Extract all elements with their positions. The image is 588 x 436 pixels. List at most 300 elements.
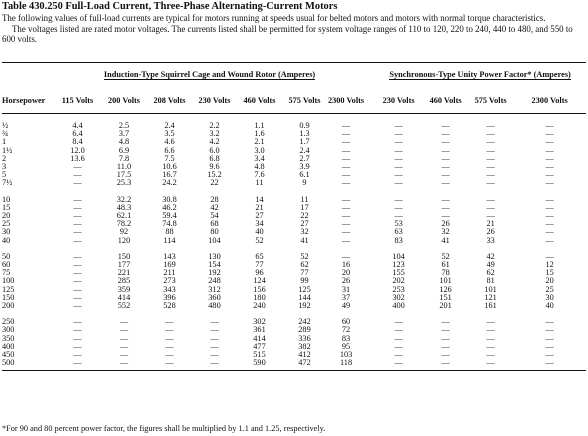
current-cell: — bbox=[73, 292, 82, 302]
current-cell: 83 bbox=[394, 235, 403, 245]
current-cell: 123 bbox=[392, 260, 405, 270]
current-cell: — bbox=[394, 121, 403, 130]
current-cell: 95 bbox=[341, 341, 351, 351]
current-cell: — bbox=[486, 178, 495, 188]
current-cell: 121 bbox=[484, 292, 497, 302]
current-cell: — bbox=[441, 121, 450, 130]
current-cell: 221 bbox=[117, 268, 131, 278]
current-cell: — bbox=[486, 211, 495, 221]
current-cell: — bbox=[441, 129, 450, 139]
current-cell: — bbox=[486, 341, 495, 351]
current-cell: 414 bbox=[117, 292, 131, 302]
current-cell: — bbox=[394, 194, 403, 204]
current-cell: 42 bbox=[486, 251, 495, 261]
current-cell: 6.1 bbox=[299, 170, 310, 180]
current-cell: 155 bbox=[392, 268, 405, 278]
current-cell: 150 bbox=[117, 251, 131, 261]
current-cell: 414 bbox=[253, 333, 266, 343]
current-cell: — bbox=[486, 358, 495, 368]
current-cell: 59.4 bbox=[162, 211, 177, 221]
current-cell: — bbox=[73, 317, 82, 327]
current-cell: — bbox=[441, 137, 450, 147]
column-header: Horsepower bbox=[2, 95, 46, 105]
current-cell: 9 bbox=[302, 178, 307, 188]
column-spacer bbox=[365, 155, 374, 163]
current-cell: 101 bbox=[484, 284, 497, 294]
current-cell: 143 bbox=[163, 251, 176, 261]
current-cell: 32 bbox=[300, 227, 309, 237]
current-cell: — bbox=[486, 145, 495, 155]
current-cell: — bbox=[394, 202, 403, 212]
column-spacer bbox=[365, 163, 374, 171]
current-cell: — bbox=[394, 178, 403, 188]
current-cell: 472 bbox=[298, 358, 311, 368]
current-cell: 359 bbox=[117, 284, 131, 294]
current-cell: — bbox=[486, 333, 495, 343]
current-cell: 27 bbox=[300, 219, 309, 229]
current-cell: — bbox=[394, 350, 403, 360]
current-cell: 4.2 bbox=[209, 137, 220, 147]
current-cell: — bbox=[341, 211, 351, 221]
current-cell: — bbox=[73, 170, 82, 180]
current-cell: 302 bbox=[392, 292, 405, 302]
current-cell: 52 bbox=[255, 235, 264, 245]
current-cell: 74.8 bbox=[162, 219, 177, 229]
table-row bbox=[2, 335, 586, 343]
current-cell: — bbox=[545, 227, 554, 237]
current-cell: 27 bbox=[255, 211, 264, 221]
column-spacer bbox=[365, 351, 374, 359]
current-cell: 2.2 bbox=[209, 121, 220, 130]
horsepower-cell: 450 bbox=[2, 350, 15, 360]
table-row bbox=[2, 253, 586, 261]
column-spacer bbox=[365, 228, 374, 236]
intro-paragraph-2: The voltages listed are rated motor voltages. The currents listed shall be permitted for system voltage ranges of 110 to 120, 220 to 240, 440 to 480, and 550 to 600 volts. bbox=[2, 23, 573, 45]
current-cell: — bbox=[73, 341, 82, 351]
horsepower-cell: 75 bbox=[2, 268, 11, 278]
current-cell: — bbox=[341, 178, 351, 188]
horsepower-cell: 350 bbox=[2, 333, 15, 343]
current-cell: — bbox=[486, 325, 495, 335]
current-cell: — bbox=[165, 333, 174, 343]
column-header: 460 Volts bbox=[243, 95, 276, 105]
horsepower-cell: 30 bbox=[2, 227, 11, 237]
horsepower-cell: 50 bbox=[2, 251, 11, 261]
induction-group-header: Induction-Type Squirrel Cage and Wound Rotor (Amperes) bbox=[103, 70, 316, 79]
current-cell: 12 bbox=[545, 260, 554, 270]
current-cell: — bbox=[341, 153, 351, 163]
current-cell: 20 bbox=[341, 268, 351, 278]
current-cell: 15.2 bbox=[207, 170, 222, 180]
horsepower-cell: 1½ bbox=[2, 145, 13, 155]
horsepower-cell: 25 bbox=[2, 219, 11, 229]
current-cell: 63 bbox=[394, 227, 403, 237]
current-cell: — bbox=[394, 145, 403, 155]
current-cell: — bbox=[545, 211, 554, 221]
current-cell: — bbox=[119, 317, 129, 327]
current-cell: 77 bbox=[255, 260, 264, 270]
current-cell: 16 bbox=[341, 260, 351, 270]
current-cell: 49 bbox=[486, 260, 495, 270]
horsepower-cell: 125 bbox=[2, 284, 15, 294]
current-cell: — bbox=[73, 251, 82, 261]
column-spacer bbox=[365, 204, 374, 212]
column-header: 200 Volts bbox=[107, 95, 141, 105]
current-cell: 11 bbox=[255, 178, 264, 188]
current-cell: — bbox=[119, 325, 129, 335]
current-cell: — bbox=[441, 211, 450, 221]
current-cell: 14 bbox=[255, 194, 264, 204]
column-spacer bbox=[365, 261, 374, 269]
current-cell: 83 bbox=[341, 333, 351, 343]
current-cell: 361 bbox=[253, 325, 266, 335]
current-cell: — bbox=[394, 341, 403, 351]
current-cell: — bbox=[486, 129, 495, 139]
current-cell: — bbox=[441, 145, 450, 155]
current-cell: 52 bbox=[300, 251, 309, 261]
current-cell: 48.3 bbox=[116, 202, 132, 212]
group-spacer bbox=[2, 188, 586, 196]
current-cell: — bbox=[545, 178, 554, 188]
current-cell: — bbox=[341, 121, 351, 130]
current-cell: — bbox=[341, 235, 351, 245]
current-cell: — bbox=[545, 202, 554, 212]
current-cell: 177 bbox=[117, 260, 131, 270]
column-spacer bbox=[365, 343, 374, 351]
current-cell: 78.2 bbox=[116, 219, 132, 229]
column-spacer bbox=[365, 237, 374, 245]
current-cell: — bbox=[73, 358, 82, 368]
current-cell: — bbox=[394, 137, 403, 147]
current-cell: 192 bbox=[208, 268, 221, 278]
table-row bbox=[2, 237, 586, 245]
current-cell: 10.6 bbox=[162, 162, 177, 172]
current-cell: — bbox=[165, 325, 174, 335]
current-cell: — bbox=[441, 325, 450, 335]
table-row bbox=[2, 155, 586, 163]
current-cell: 201 bbox=[439, 301, 452, 311]
column-spacer bbox=[365, 212, 374, 220]
current-cell: — bbox=[486, 317, 495, 327]
table-row bbox=[2, 163, 586, 171]
current-cell: — bbox=[341, 251, 351, 261]
current-cell: 92 bbox=[119, 227, 129, 237]
group-spacer bbox=[2, 310, 586, 318]
current-cell: — bbox=[545, 145, 554, 155]
current-cell: 25.3 bbox=[116, 178, 132, 188]
current-cell: — bbox=[545, 121, 554, 130]
current-cell: — bbox=[545, 137, 554, 147]
current-cell: 101 bbox=[439, 276, 452, 286]
current-cell: — bbox=[441, 202, 450, 212]
current-cell: — bbox=[394, 162, 403, 172]
table-row bbox=[2, 359, 586, 367]
table-row bbox=[2, 326, 586, 334]
current-cell: 77 bbox=[300, 268, 309, 278]
column-header: 208 Volts bbox=[153, 95, 186, 105]
column-header: 460 Volts bbox=[429, 95, 462, 105]
current-cell: — bbox=[486, 170, 495, 180]
table-row bbox=[2, 286, 586, 294]
current-cell: 202 bbox=[392, 276, 405, 286]
table-row bbox=[2, 302, 586, 310]
current-cell: — bbox=[486, 137, 495, 147]
current-cell: 400 bbox=[392, 301, 405, 311]
current-cell: 515 bbox=[253, 350, 266, 360]
current-cell: — bbox=[545, 170, 554, 180]
current-cell: 156 bbox=[253, 284, 266, 294]
current-cell: 4.8 bbox=[118, 137, 130, 147]
horsepower-cell: 300 bbox=[2, 325, 15, 335]
full-load-current-table bbox=[2, 62, 586, 371]
column-spacer bbox=[365, 318, 374, 326]
horsepower-cell: 15 bbox=[2, 202, 11, 212]
header-spacer bbox=[365, 87, 374, 114]
column-spacer bbox=[365, 286, 374, 294]
column-spacer bbox=[365, 147, 374, 155]
horsepower-cell: 40 bbox=[2, 235, 11, 245]
current-cell: 289 bbox=[298, 325, 311, 335]
current-cell: 161 bbox=[484, 301, 497, 311]
current-cell: 26 bbox=[441, 219, 450, 229]
current-cell: — bbox=[394, 358, 403, 368]
current-cell: 2.4 bbox=[299, 145, 310, 155]
current-cell: 2.5 bbox=[118, 121, 130, 130]
current-cell: — bbox=[441, 341, 450, 351]
current-cell: 15 bbox=[545, 268, 554, 278]
current-cell: 3.7 bbox=[118, 129, 130, 139]
intro-paragraph-1: The following values of full-load currents are typical for motors running at speeds usual for belted motors and motors with normal torque characteristics. bbox=[2, 13, 546, 23]
current-cell: 192 bbox=[298, 301, 311, 311]
current-cell: — bbox=[545, 129, 554, 139]
column-spacer bbox=[365, 171, 374, 179]
table-row bbox=[2, 269, 586, 277]
current-cell: — bbox=[341, 227, 351, 237]
horsepower-cell: 150 bbox=[2, 292, 15, 302]
current-cell: — bbox=[341, 202, 351, 212]
current-cell: — bbox=[394, 211, 403, 221]
table-body bbox=[2, 114, 586, 371]
column-spacer bbox=[365, 326, 374, 334]
current-cell: 7.5 bbox=[164, 153, 175, 163]
current-cell: 88 bbox=[165, 227, 174, 237]
horsepower-cell: 1 bbox=[2, 137, 7, 147]
current-cell: 528 bbox=[163, 301, 176, 311]
current-cell: 3.9 bbox=[299, 162, 310, 172]
current-cell: 13.6 bbox=[70, 153, 85, 163]
column-spacer bbox=[365, 277, 374, 285]
table-row bbox=[2, 294, 586, 302]
current-cell: — bbox=[545, 333, 554, 343]
group-spacer bbox=[2, 245, 586, 253]
current-cell: 1.6 bbox=[254, 129, 265, 139]
current-cell: 40 bbox=[545, 301, 554, 311]
current-cell: 360 bbox=[208, 292, 221, 302]
current-cell: — bbox=[394, 317, 403, 327]
current-cell: 81 bbox=[486, 276, 495, 286]
table-row bbox=[2, 130, 586, 138]
group-spacer bbox=[2, 114, 586, 123]
current-cell: 151 bbox=[439, 292, 452, 302]
current-cell: 68 bbox=[210, 219, 219, 229]
current-cell: 2.4 bbox=[164, 121, 175, 130]
current-cell: 273 bbox=[163, 276, 176, 286]
current-cell: 125 bbox=[298, 284, 311, 294]
current-cell: — bbox=[73, 333, 82, 343]
current-cell: — bbox=[73, 325, 82, 335]
current-cell: 16.7 bbox=[162, 170, 177, 180]
current-cell: 285 bbox=[117, 276, 131, 286]
current-cell: — bbox=[73, 276, 82, 286]
horsepower-cell: 250 bbox=[2, 317, 15, 327]
current-cell: — bbox=[165, 358, 174, 368]
current-cell: — bbox=[486, 202, 495, 212]
table-row bbox=[2, 196, 586, 204]
current-cell: 396 bbox=[163, 292, 176, 302]
current-cell: 7.8 bbox=[118, 153, 130, 163]
current-cell: — bbox=[394, 333, 403, 343]
column-header: 2300 Volts bbox=[327, 95, 365, 105]
table-row bbox=[2, 343, 586, 351]
current-cell: 17 bbox=[300, 202, 309, 212]
current-cell: 0.9 bbox=[299, 121, 310, 130]
current-cell: 42 bbox=[210, 202, 219, 212]
current-cell: — bbox=[486, 121, 495, 130]
horsepower-cell: 10 bbox=[2, 194, 11, 204]
current-cell: 3.4 bbox=[254, 153, 265, 163]
current-cell: 28 bbox=[210, 194, 219, 204]
current-cell: — bbox=[545, 358, 554, 368]
current-cell: 180 bbox=[253, 292, 266, 302]
current-cell: 124 bbox=[253, 276, 266, 286]
horsepower-cell: 5 bbox=[2, 170, 7, 180]
current-cell: 382 bbox=[298, 341, 311, 351]
current-cell: 62 bbox=[486, 268, 495, 278]
current-cell: — bbox=[73, 235, 82, 245]
current-cell: 61 bbox=[441, 260, 450, 270]
current-cell: 130 bbox=[208, 251, 221, 261]
current-cell: 22 bbox=[300, 211, 309, 221]
column-spacer bbox=[365, 335, 374, 343]
column-header: 230 Volts bbox=[382, 95, 415, 105]
current-cell: 6.4 bbox=[72, 129, 83, 139]
current-cell: — bbox=[119, 341, 129, 351]
current-cell: 6.0 bbox=[209, 145, 220, 155]
current-cell: — bbox=[341, 162, 351, 172]
current-cell: — bbox=[441, 153, 450, 163]
current-cell: 120 bbox=[117, 235, 131, 245]
synchronous-group-header: Synchronous-Type Unity Power Factor* (Amperes) bbox=[389, 70, 571, 79]
current-cell: 3.2 bbox=[209, 129, 220, 139]
current-cell: — bbox=[165, 350, 174, 360]
current-cell: — bbox=[73, 202, 82, 212]
current-cell: 144 bbox=[298, 292, 311, 302]
current-cell: — bbox=[441, 194, 450, 204]
horsepower-cell: 60 bbox=[2, 260, 11, 270]
horsepower-cell: 7½ bbox=[2, 178, 13, 188]
current-cell: 11 bbox=[300, 194, 309, 204]
current-cell: — bbox=[73, 227, 82, 237]
column-spacer bbox=[365, 294, 374, 302]
current-cell: 80 bbox=[210, 227, 219, 237]
current-cell: — bbox=[441, 358, 450, 368]
current-cell: 6.6 bbox=[164, 145, 175, 155]
current-cell: 1.1 bbox=[254, 121, 265, 130]
table-row bbox=[2, 220, 586, 228]
current-cell: 6.8 bbox=[209, 153, 220, 163]
current-cell: 32 bbox=[441, 227, 450, 237]
current-cell: — bbox=[73, 260, 82, 270]
current-cell: 26 bbox=[341, 276, 351, 286]
horsepower-cell: 3 bbox=[2, 162, 7, 172]
current-cell: 12.0 bbox=[70, 145, 85, 155]
current-cell: — bbox=[165, 341, 174, 351]
current-cell: 40 bbox=[255, 227, 264, 237]
current-cell: — bbox=[545, 162, 554, 172]
column-spacer bbox=[365, 122, 374, 130]
current-cell: — bbox=[119, 350, 129, 360]
current-cell: — bbox=[73, 162, 82, 172]
horsepower-cell: 2 bbox=[2, 153, 7, 163]
current-cell: — bbox=[545, 350, 554, 360]
horsepower-cell: 20 bbox=[2, 211, 11, 221]
current-cell: 1.3 bbox=[299, 129, 310, 139]
horsepower-cell: 100 bbox=[2, 276, 15, 286]
column-header: 230 Volts bbox=[198, 95, 231, 105]
column-spacer bbox=[365, 138, 374, 146]
current-cell: — bbox=[545, 235, 554, 245]
current-cell: 118 bbox=[339, 358, 353, 368]
table-row bbox=[2, 318, 586, 326]
current-cell: — bbox=[341, 194, 351, 204]
current-cell: 169 bbox=[163, 260, 176, 270]
current-cell: — bbox=[210, 350, 219, 360]
current-cell: 32.2 bbox=[116, 194, 132, 204]
current-cell: 6.9 bbox=[118, 145, 130, 155]
current-cell: 24.2 bbox=[162, 178, 177, 188]
current-cell: — bbox=[545, 317, 554, 327]
current-cell: 31 bbox=[341, 284, 351, 294]
current-cell: 41 bbox=[441, 235, 450, 245]
current-cell: 552 bbox=[117, 301, 131, 311]
table-row bbox=[2, 147, 586, 155]
column-spacer bbox=[365, 220, 374, 228]
current-cell: — bbox=[73, 350, 82, 360]
current-cell: 9.6 bbox=[209, 162, 220, 172]
horsepower-cell: 500 bbox=[2, 358, 15, 368]
current-cell: — bbox=[341, 219, 351, 229]
current-cell: — bbox=[545, 325, 554, 335]
current-cell: 2.1 bbox=[254, 137, 265, 147]
current-cell: 22 bbox=[210, 178, 219, 188]
column-header: 115 Volts bbox=[61, 95, 94, 105]
current-cell: — bbox=[441, 178, 450, 188]
current-cell: 34 bbox=[255, 219, 264, 229]
current-cell: — bbox=[441, 170, 450, 180]
current-cell: 78 bbox=[441, 268, 450, 278]
current-cell: 37 bbox=[341, 292, 351, 302]
column-header: 2300 Volts bbox=[531, 95, 568, 105]
table-row bbox=[2, 351, 586, 359]
current-cell: 336 bbox=[298, 333, 311, 343]
table-bottom-rule bbox=[2, 367, 586, 371]
current-cell: 11.0 bbox=[116, 162, 132, 172]
table-row bbox=[2, 138, 586, 146]
column-spacer bbox=[365, 130, 374, 138]
current-cell: — bbox=[441, 162, 450, 172]
table-intro bbox=[2, 13, 584, 45]
current-cell: 103 bbox=[339, 350, 353, 360]
